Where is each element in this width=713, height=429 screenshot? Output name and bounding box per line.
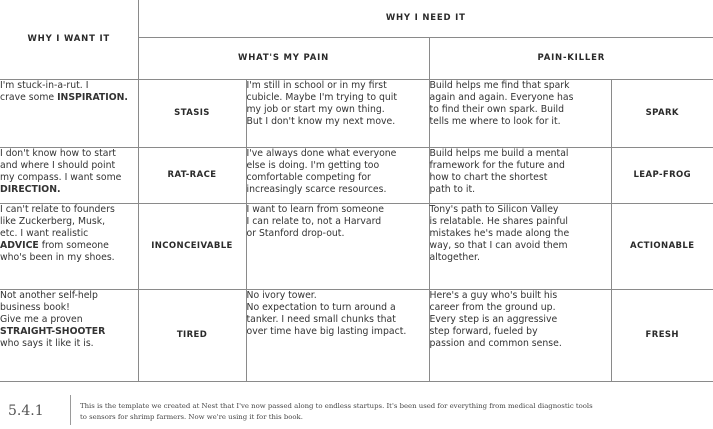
text-line <box>247 302 429 314</box>
text-segment: I've always done what everyone <box>246 147 397 159</box>
text-segment: Every step is an aggressive <box>429 313 558 325</box>
why-i-need-it-header: WHY I NEED IT <box>138 0 713 37</box>
text-line <box>0 326 138 338</box>
text-segment: like Zuckerberg, Musk, <box>0 215 106 227</box>
text-line <box>0 228 138 240</box>
text-segment: step forward, fueled by <box>429 326 538 338</box>
table-row <box>0 203 713 289</box>
text-line <box>247 160 429 172</box>
text-line <box>247 80 429 92</box>
text-segment: is relatable. He shares painful <box>429 215 569 227</box>
text-segment: my compass. I want some <box>0 171 122 183</box>
text-line <box>247 116 429 128</box>
text-segment: Not another self-help <box>0 289 98 301</box>
table-row <box>0 147 713 203</box>
text-line <box>247 92 429 104</box>
text-segment: who's been in my shoes. <box>0 252 115 264</box>
text-segment: But I don't know my next move. <box>246 116 396 128</box>
text-line <box>430 240 611 252</box>
text-segment: mistakes he's made along the <box>429 227 570 239</box>
text-line <box>430 338 611 350</box>
text-segment: framework for the future and <box>429 159 565 171</box>
text-segment: my job or start my own thing. <box>246 103 385 115</box>
text-line <box>247 290 429 302</box>
caption-line: to sensors for shrimp farmers. Now we're using it for this book. <box>80 413 303 421</box>
text-segment: tanker. I need small chunks that <box>246 313 396 325</box>
text-line <box>247 148 429 160</box>
text-segment: cubicle. Maybe I'm trying to quit <box>246 91 398 103</box>
text-line <box>430 116 611 128</box>
figure-caption <box>0 381 713 429</box>
pain-killer-label-cell: LEAP-FROG <box>611 147 713 203</box>
text-line <box>0 240 138 252</box>
text-segment: again and again. Everyone has <box>429 91 574 103</box>
text-segment: who says it like it is. <box>0 338 94 350</box>
text-line <box>247 204 429 216</box>
text-segment: how to chart the shortest <box>429 171 548 183</box>
text-line <box>0 172 138 184</box>
text-line <box>430 228 611 240</box>
text-line <box>247 314 429 326</box>
text-segment: Tony's path to Silicon Valley <box>429 203 559 215</box>
pain-label-cell: STASIS <box>138 79 246 147</box>
caption-text <box>80 401 705 423</box>
text-segment: Build helps me find that spark <box>429 79 570 91</box>
emphasis-text: DIRECTION. <box>0 184 61 196</box>
text-line <box>247 216 429 228</box>
text-line <box>247 172 429 184</box>
text-segment: over time have big lasting impact. <box>246 326 407 338</box>
text-line <box>0 302 138 314</box>
why-i-want-it-header: WHY I WANT IT <box>0 0 138 79</box>
text-segment: altogether. <box>429 252 480 264</box>
text-segment: No ivory tower. <box>246 289 317 301</box>
text-segment: way, so that I can avoid them <box>429 240 568 252</box>
pain-cell <box>246 289 429 381</box>
caption-line: This is the template we created at Nest that I've now passed along to endless startups. It's been used for everything from medical diagnostic tools <box>80 402 593 410</box>
figure-number: 5.4.1 <box>8 403 44 419</box>
pain-killer-cell <box>429 203 611 289</box>
want-cell <box>0 147 138 203</box>
text-line <box>430 104 611 116</box>
text-line <box>0 290 138 302</box>
emphasis-text: ADVICE <box>0 240 39 252</box>
text-line <box>430 92 611 104</box>
text-line <box>430 290 611 302</box>
text-line <box>0 92 138 104</box>
text-line <box>0 252 138 264</box>
text-line <box>0 338 138 350</box>
text-line <box>0 314 138 326</box>
text-line <box>430 302 611 314</box>
pain-label-cell: RAT-RACE <box>138 147 246 203</box>
emphasis-text: STRAIGHT-SHOOTER <box>0 326 106 338</box>
text-line <box>430 252 611 264</box>
pain-cell <box>246 203 429 289</box>
text-segment: passion and common sense. <box>429 338 562 350</box>
pain-cell <box>246 147 429 203</box>
table-row <box>0 289 713 381</box>
text-segment: to find their own spark. Build <box>429 103 565 115</box>
text-segment: Here's a guy who's built his <box>429 289 558 301</box>
text-line <box>430 314 611 326</box>
text-segment: Build helps me build a mental <box>429 147 569 159</box>
text-line <box>247 228 429 240</box>
whats-my-pain-header: WHAT'S MY PAIN <box>138 37 429 79</box>
text-line <box>247 326 429 338</box>
want-cell <box>0 203 138 289</box>
text-segment: business book! <box>0 301 70 313</box>
text-line <box>247 104 429 116</box>
text-segment: crave some <box>0 91 58 103</box>
pain-killer-cell <box>429 79 611 147</box>
table-row <box>0 79 713 147</box>
text-line <box>0 184 138 196</box>
caption-divider <box>70 395 71 425</box>
text-line <box>0 80 138 92</box>
text-segment: I'm stuck-in-a-rut. I <box>0 79 89 91</box>
pain-killer-label-cell: ACTIONABLE <box>611 203 713 289</box>
text-segment: I want to learn from someone <box>246 203 384 215</box>
text-line <box>430 80 611 92</box>
text-line <box>430 204 611 216</box>
text-line <box>430 216 611 228</box>
text-segment: I don't know how to start <box>0 147 116 159</box>
text-segment: tells me where to look for it. <box>429 116 561 128</box>
text-line <box>430 172 611 184</box>
text-segment: I can't relate to founders <box>0 203 115 215</box>
pain-killer-header: PAIN-KILLER <box>429 37 713 79</box>
text-segment: No expectation to turn around a <box>246 301 396 313</box>
text-line <box>430 184 611 196</box>
text-segment: I can relate to, not a Harvard <box>246 215 382 227</box>
text-segment: from someone <box>38 240 109 252</box>
text-line <box>0 204 138 216</box>
text-line <box>430 326 611 338</box>
pain-killer-label-cell: SPARK <box>611 79 713 147</box>
text-segment: increasingly scarce resources. <box>246 184 387 196</box>
emphasis-text: INSPIRATION. <box>57 91 128 103</box>
text-segment: Give me a proven <box>0 313 83 325</box>
want-cell <box>0 79 138 147</box>
text-segment: I'm still in school or in my first <box>246 79 387 91</box>
text-line <box>430 148 611 160</box>
header-row-top <box>0 0 713 37</box>
text-line <box>430 160 611 172</box>
text-segment: career from the ground up. <box>429 301 556 313</box>
text-line <box>0 216 138 228</box>
text-segment: or Stanford drop-out. <box>246 227 345 239</box>
text-segment: else is doing. I'm getting too <box>246 159 380 171</box>
text-line <box>247 184 429 196</box>
pain-killer-cell <box>429 289 611 381</box>
text-line <box>0 148 138 160</box>
pain-killer-cell <box>429 147 611 203</box>
pain-label-cell: TIRED <box>138 289 246 381</box>
want-cell <box>0 289 138 381</box>
pain-label-cell: INCONCEIVABLE <box>138 203 246 289</box>
pain-killer-label-cell: FRESH <box>611 289 713 381</box>
text-segment: etc. I want realistic <box>0 227 89 239</box>
pain-cell <box>246 79 429 147</box>
text-segment: path to it. <box>429 184 476 196</box>
text-line <box>0 160 138 172</box>
text-segment: and where I should point <box>0 159 116 171</box>
text-segment: comfortable competing for <box>246 171 371 183</box>
